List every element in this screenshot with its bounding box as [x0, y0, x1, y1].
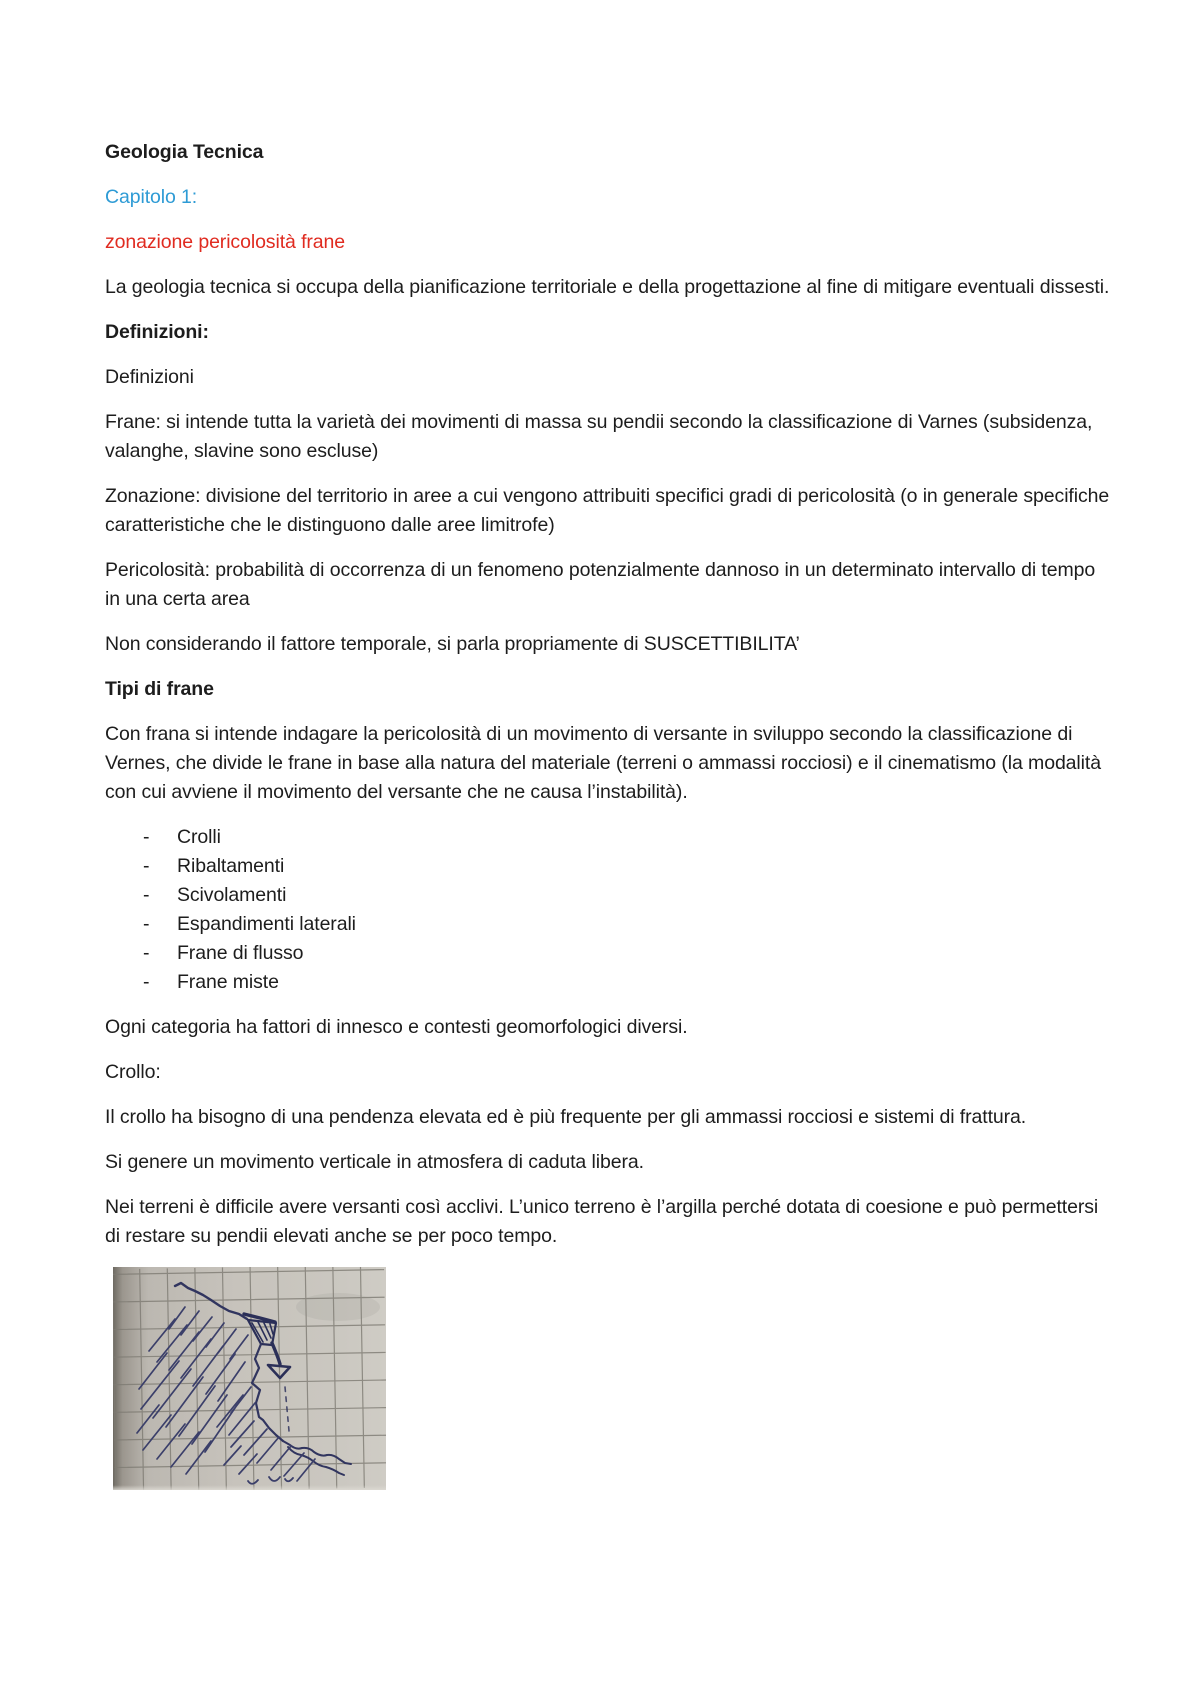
- list-item: [105, 939, 1110, 968]
- list-dash: -: [143, 884, 150, 906]
- list-item-label: Crolli: [177, 826, 221, 848]
- list-item-label: Ribaltamenti: [177, 855, 285, 877]
- landslide-type-list: [105, 823, 1110, 997]
- crollo-heading: Crollo:: [105, 1061, 161, 1083]
- photo-smudge: [296, 1293, 380, 1321]
- list-item-label: Frane miste: [177, 971, 279, 993]
- list-dash: -: [143, 855, 150, 877]
- list-item: [105, 823, 1110, 852]
- list-item-label: Scivolamenti: [177, 884, 287, 906]
- crollo-paragraph-2: Si genere un movimento verticale in atmosfera di caduta libera.: [105, 1151, 644, 1173]
- crollo-paragraph-1: Il crollo ha bisogno di una pendenza elevata ed è più frequente per gli ammassi rocciosi e sistemi di frattura.: [105, 1106, 1027, 1128]
- landslide-types-heading: Tipi di frane: [105, 678, 214, 700]
- categories-note: Ogni categoria ha fattori di innesco e contesti geomorfologici diversi.: [105, 1016, 688, 1038]
- list-item: [105, 968, 1110, 997]
- definition-zonazione: Zonazione: divisione del territorio in aree a cui vengono attribuiti specifici gradi di pericolosità (o in generale specifiche caratteristiche che le distinguono dalle aree limitrofe): [105, 485, 1110, 536]
- definition-pericolosita: Pericolosità: probabilità di occorrenza di un fenomeno potenzialmente dannoso in un determinato intervallo di tempo in una certa area: [105, 559, 1096, 610]
- crollo-paragraph-3: Nei terreni è difficile avere versanti così acclivi. L’unico terreno è l’argilla perché dotata di coesione e può permettersi di restare su pendii elevati anche se per poco tempo.: [105, 1196, 1099, 1247]
- list-item-label: Espandimenti laterali: [177, 913, 356, 935]
- chapter-heading: Capitolo 1:: [105, 186, 198, 208]
- definition-frane: Frane: si intende tutta la varietà dei movimenti di massa su pendii secondo la classificazione di Varnes (subsidenza, valanghe, slavine sono escluse): [105, 411, 1093, 462]
- hazard-zonation-heading: zonazione pericolosità frane: [105, 231, 346, 253]
- list-dash: -: [143, 942, 150, 964]
- list-item: [105, 910, 1110, 939]
- definitions-heading: Definizioni:: [105, 321, 209, 343]
- list-dash: -: [143, 971, 150, 993]
- list-dash: -: [143, 826, 150, 848]
- intro-paragraph: La geologia tecnica si occupa della pianificazione territoriale e della progettazione al fine di mitigare eventuali dissesti.: [105, 276, 1110, 298]
- list-item: [105, 852, 1110, 881]
- definitions-word: Definizioni: [105, 366, 194, 388]
- doc-title: Geologia Tecnica: [105, 141, 264, 163]
- landslide-types-intro: Con frana si intende indagare la pericolosità di un movimento di versante in sviluppo secondo la classificazione di Vernes, che divide le frane in base alla natura del materiale (terreni o ammassi rocciosi) e il cinematismo (la modalità con cui avviene il movimento del versante che ne causa l’instabilità).: [105, 723, 1101, 803]
- list-item: [105, 881, 1110, 910]
- crollo-sketch-figure: [113, 1267, 386, 1490]
- suscettibilita-note: Non considerando il fattore temporale, si parla propriamente di SUSCETTIBILITA’: [105, 633, 800, 655]
- list-dash: -: [143, 913, 150, 935]
- list-item-label: Frane di flusso: [177, 942, 304, 964]
- photo-bottom-fade: [113, 1463, 386, 1490]
